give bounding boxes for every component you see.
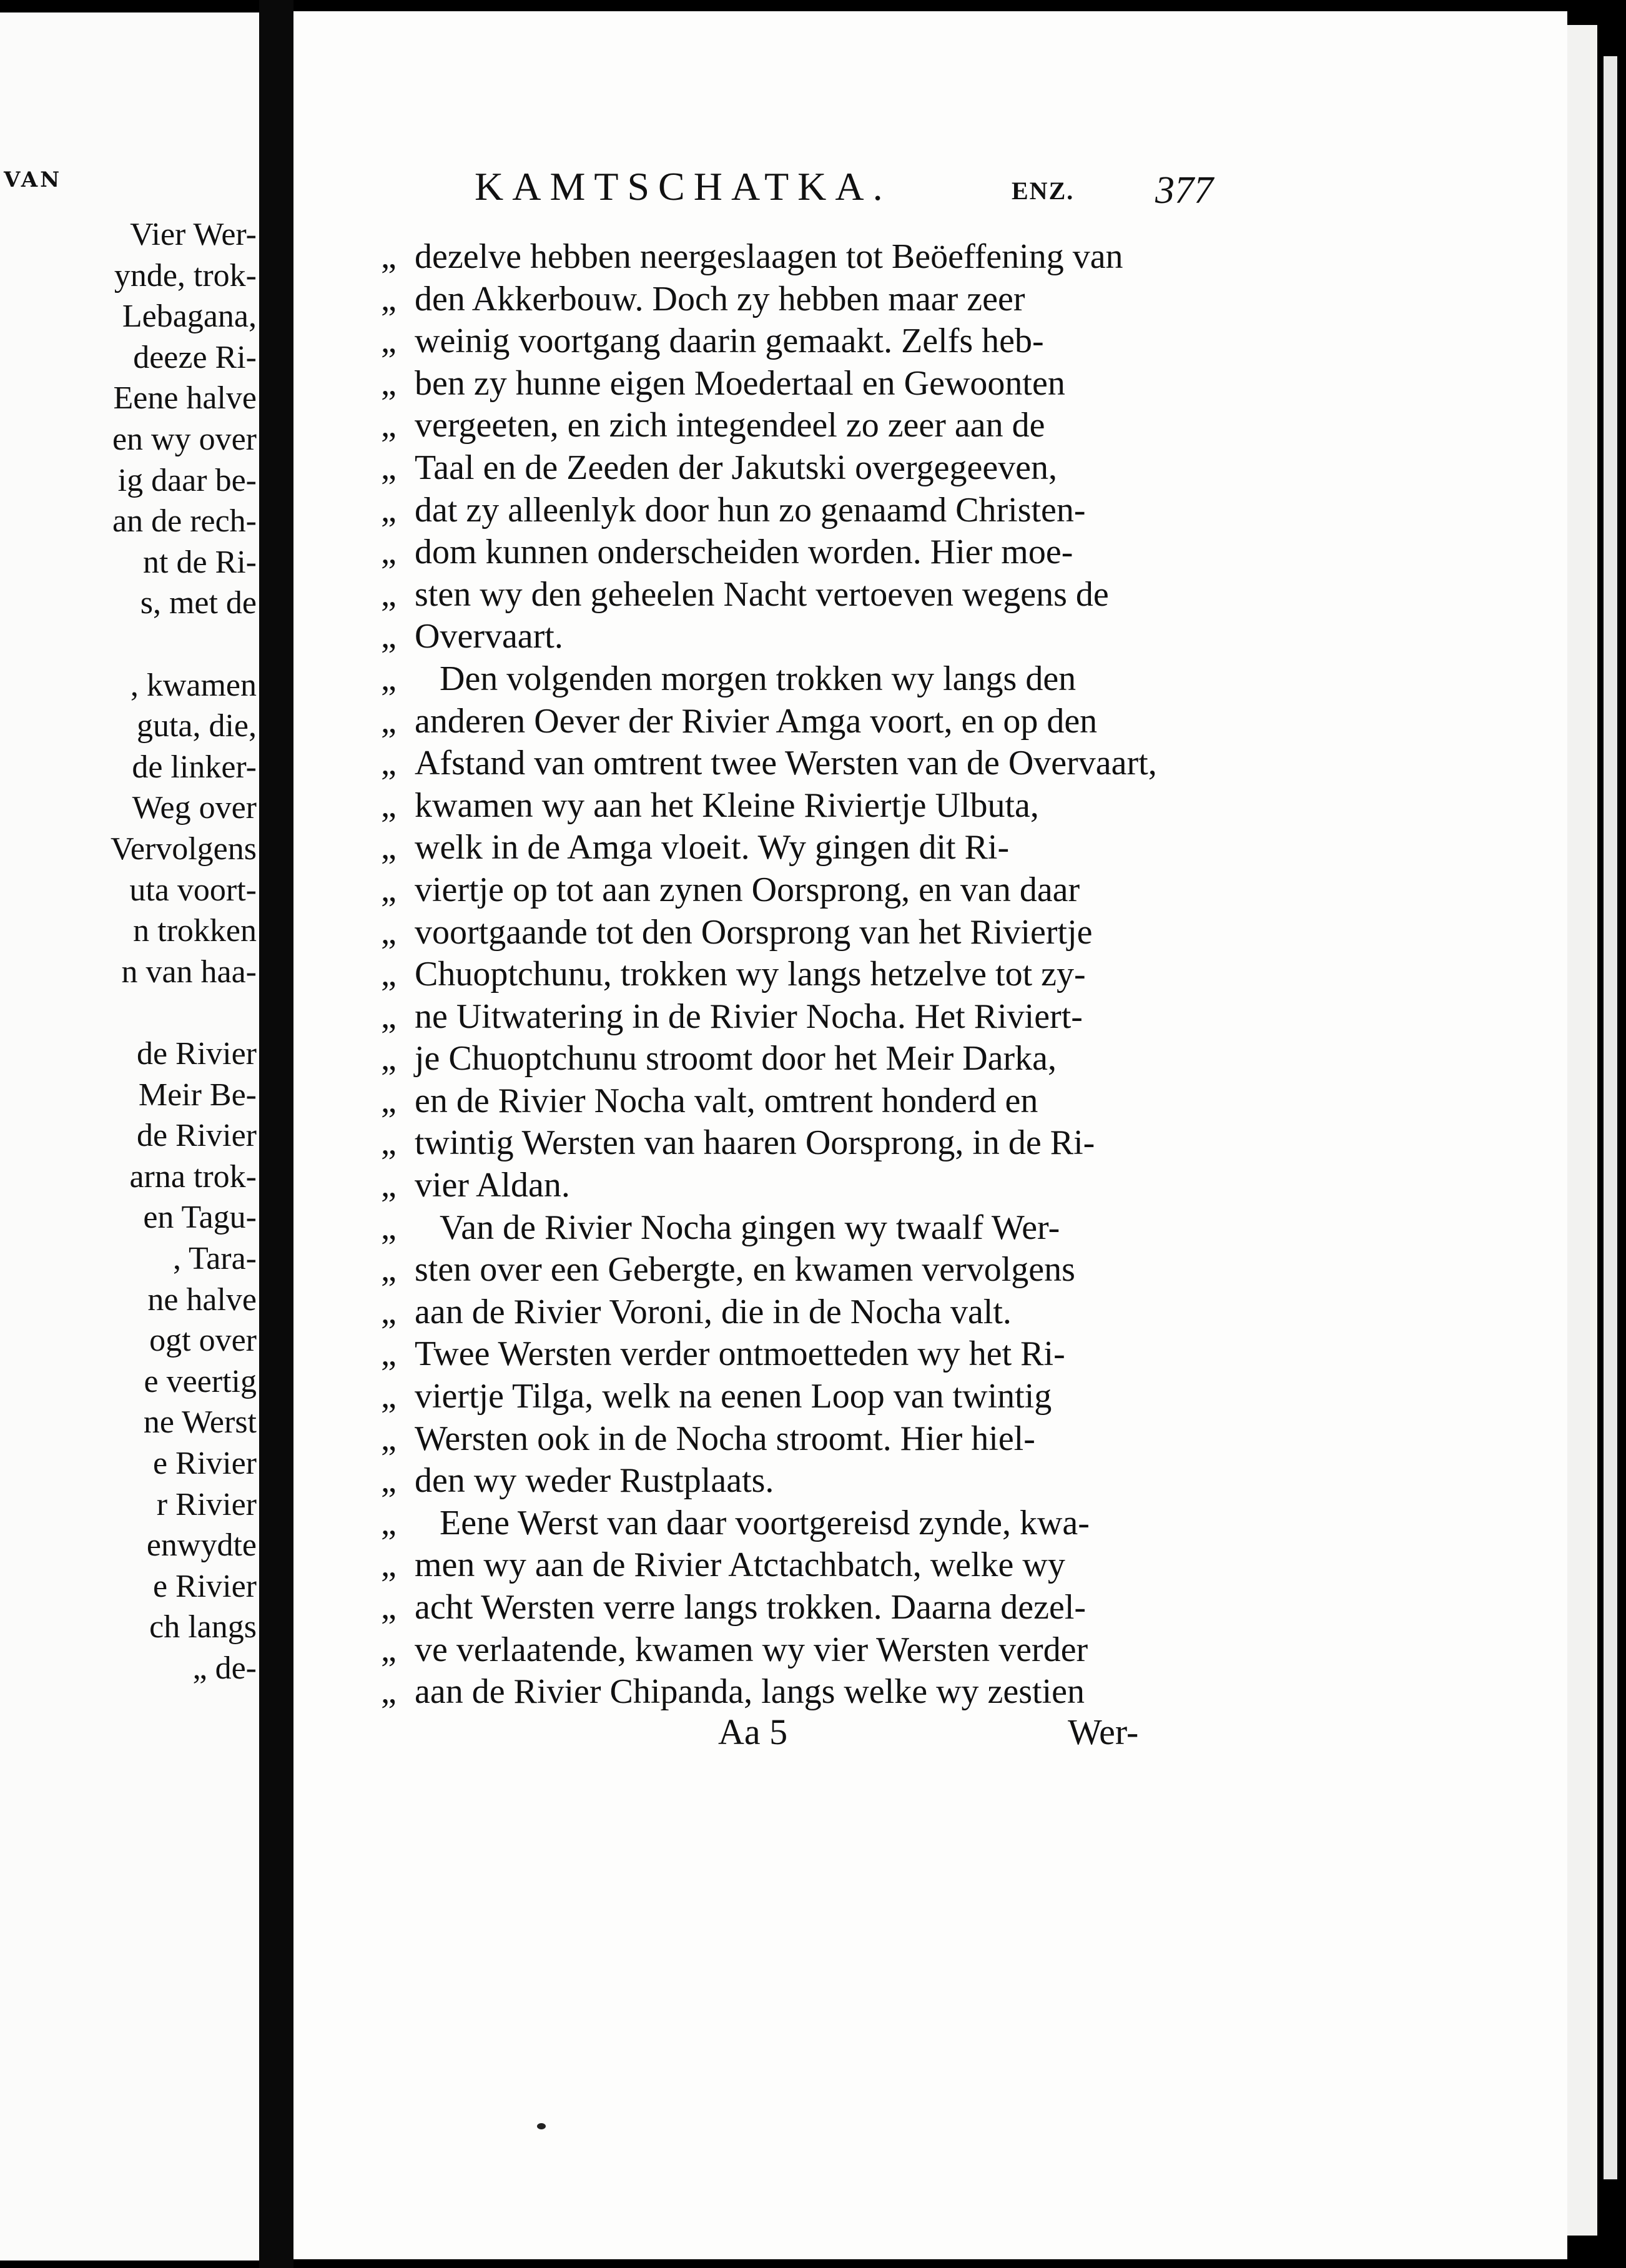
text-line [381, 869, 1218, 912]
left-line: n trokken [133, 913, 257, 949]
left-page [0, 12, 259, 2261]
text-line [381, 320, 1218, 363]
line-text: welk in de Amga vloeit. Wy gingen dit Ri- [415, 828, 1010, 867]
quote-mark: „ [381, 1546, 397, 1585]
quote-mark: „ [381, 870, 397, 909]
left-line: uta voort- [129, 872, 257, 908]
text-line [381, 954, 1218, 996]
text-line [381, 1629, 1218, 1672]
ink-speck [537, 2123, 546, 2129]
quote-mark: „ [381, 786, 397, 825]
left-line: ch langs [149, 1609, 257, 1645]
text-line [381, 616, 1218, 658]
left-line: e Rivier [152, 1446, 257, 1481]
left-line: ogt over [149, 1323, 257, 1359]
left-line: , Tara- [173, 1241, 257, 1276]
quote-mark: „ [381, 1461, 397, 1501]
catchword: Wer- [1068, 1712, 1139, 1752]
text-line [381, 1080, 1218, 1123]
left-line: n van haa- [121, 954, 257, 990]
signature-mark: Aa 5 [718, 1712, 788, 1752]
page-edge-inner [1604, 56, 1617, 2179]
text-line [381, 1207, 1218, 1250]
left-line: ynde, trok- [114, 257, 257, 293]
left-line: ig daar be- [117, 462, 257, 498]
line-text: Afstand van omtrent twee Wersten van de Overvaart, [415, 744, 1157, 783]
quote-mark: „ [381, 701, 397, 741]
text-line [381, 827, 1218, 869]
left-line: ne halve [147, 1281, 257, 1318]
text-line [381, 742, 1218, 785]
left-line: e veertig [144, 1363, 257, 1399]
quote-mark: „ [381, 1039, 397, 1078]
quote-mark: „ [381, 1672, 397, 1712]
text-line [381, 1544, 1218, 1587]
line-text: ben zy hunne eigen Moedertaal en Gewoonten [415, 363, 1065, 403]
quote-mark: „ [381, 490, 397, 530]
line-text: den Akkerbouw. Doch zy hebben maar zeer [415, 279, 1025, 318]
left-line: Vier Wer- [130, 217, 257, 252]
line-text: ve verlaatende, kwamen wy vier Wersten verder [415, 1630, 1088, 1669]
book-gutter [259, 0, 293, 2268]
quote-mark: „ [381, 828, 397, 867]
quote-mark: „ [381, 363, 397, 403]
line-text: den wy weder Rustplaats. [415, 1461, 774, 1501]
left-line: enwydte [146, 1527, 257, 1564]
text-line [381, 574, 1218, 616]
quote-mark: „ [381, 237, 397, 276]
quote-mark: „ [381, 1208, 397, 1247]
line-text: en de Rivier Nocha valt, omtrent honderd en [415, 1081, 1038, 1120]
line-text: Overvaart. [415, 617, 563, 656]
quote-mark: „ [381, 448, 397, 487]
left-line: ne Werst [143, 1404, 257, 1441]
quote-mark: „ [381, 955, 397, 994]
left-line: s, met de [140, 585, 257, 621]
left-line: Eene halve [113, 380, 257, 417]
quote-mark: „ [381, 912, 397, 952]
line-text: dezelve hebben neergeslaagen tot Beöeffening van [415, 237, 1123, 276]
quote-mark: „ [381, 1377, 397, 1416]
running-head: KAMTSCHATKA. [475, 164, 892, 209]
line-text: twintig Wersten van haaren Oorsprong, in de Ri- [415, 1123, 1095, 1163]
line-text: viertje op tot aan zynen Oorsprong, en van daar [415, 870, 1080, 909]
quote-mark: „ [381, 1630, 397, 1669]
line-text: Van de Rivier Nocha gingen wy twaalf Wer- [440, 1208, 1060, 1247]
text-line [381, 1418, 1218, 1461]
text-line [381, 447, 1218, 490]
left-line: arna trok- [129, 1158, 257, 1195]
left-line: guta, die, [136, 708, 257, 744]
line-text: sten over een Gebergte, en kwamen vervolgens [415, 1250, 1075, 1289]
line-text: acht Wersten verre langs trokken. Daarna dezel- [415, 1588, 1086, 1627]
left-line: Meir Be- [138, 1077, 257, 1113]
line-text: je Chuoptchunu stroomt door het Meir Darka, [415, 1039, 1057, 1078]
text-line [381, 1038, 1218, 1080]
quote-mark: „ [381, 1123, 397, 1163]
quote-mark: „ [381, 1503, 397, 1542]
text-line [381, 363, 1218, 405]
text-line [381, 1376, 1218, 1418]
quote-mark: „ [381, 574, 397, 614]
quote-mark: „ [381, 533, 397, 572]
text-line [381, 279, 1218, 321]
left-line: de Rivier [136, 1036, 257, 1072]
quote-mark: „ [381, 1081, 397, 1120]
quote-mark: „ [381, 1166, 397, 1205]
line-text: voortgaande tot den Oorsprong van het Riviertje [415, 912, 1093, 952]
quote-mark: „ [381, 279, 397, 318]
page-footer [718, 1711, 1193, 1761]
line-text: vergeeten, en zich integendeel zo zeer aan de [415, 406, 1045, 445]
text-line [381, 531, 1218, 574]
text-line [381, 1502, 1218, 1545]
left-line: e Rivier [152, 1568, 257, 1604]
body-text [381, 236, 1218, 1713]
left-line: an de rech- [112, 503, 257, 540]
quote-mark: „ [381, 1334, 397, 1374]
line-text: kwamen wy aan het Kleine Riviertje Ulbuta, [415, 786, 1039, 825]
text-line [381, 1249, 1218, 1291]
quote-mark: „ [381, 1292, 397, 1331]
line-text: sten wy den geheelen Nacht vertoeven wegens de [415, 574, 1109, 614]
page-number: 377 [1155, 169, 1213, 212]
quote-mark: „ [381, 1588, 397, 1627]
left-line: nt de Ri- [143, 544, 257, 580]
text-line [381, 236, 1218, 279]
line-text: aan de Rivier Voroni, die in de Nocha valt. [415, 1292, 1012, 1331]
text-line [381, 1333, 1218, 1376]
line-text: men wy aan de Rivier Atctachbatch, welke wy [415, 1546, 1065, 1585]
left-line: en wy over [112, 422, 257, 457]
text-line [381, 1671, 1218, 1713]
quote-mark: „ [381, 322, 397, 361]
text-line [381, 1460, 1218, 1502]
left-line: „ de- [192, 1650, 257, 1686]
left-line: r Rivier [156, 1486, 257, 1522]
running-header [475, 164, 1211, 214]
quote-mark: „ [381, 1419, 397, 1458]
line-text: dom kunnen onderscheiden worden. Hier moe- [415, 533, 1073, 572]
quote-mark: „ [381, 659, 397, 698]
quote-mark: „ [381, 406, 397, 445]
quote-mark: „ [381, 1250, 397, 1289]
left-line: en Tagu- [143, 1200, 257, 1236]
line-text: Eene Werst van daar voortgereisd zynde, kwa- [440, 1503, 1090, 1542]
text-line [381, 912, 1218, 954]
line-text: ne Uitwatering in de Rivier Nocha. Het Riviert- [415, 997, 1083, 1036]
quote-mark: „ [381, 617, 397, 656]
text-line [381, 785, 1218, 827]
running-head-suffix: ENZ. [1012, 177, 1075, 205]
text-line [381, 658, 1218, 701]
left-line: Lebagana, [122, 298, 257, 335]
left-line: Vervolgens [111, 831, 257, 867]
left-line: de Rivier [136, 1118, 257, 1154]
line-text: weinig voortgang daarin gemaakt. Zelfs heb- [415, 322, 1044, 361]
text-line [381, 701, 1218, 743]
line-text: aan de Rivier Chipanda, langs welke wy zestien [415, 1672, 1085, 1712]
text-line [381, 405, 1218, 447]
quote-mark: „ [381, 997, 397, 1036]
line-text: Wersten ook in de Nocha stroomt. Hier hiel- [415, 1419, 1035, 1458]
line-text: vier Aldan. [415, 1166, 570, 1205]
quote-mark: „ [381, 744, 397, 783]
line-text: Twee Wersten verder ontmoetteden wy het Ri- [415, 1334, 1065, 1374]
text-line [381, 1291, 1218, 1334]
line-text: anderen Oever der Rivier Amga voort, en op den [415, 701, 1098, 741]
text-line [381, 1165, 1218, 1207]
line-text: viertje Tilga, welk na eenen Loop van twintig [415, 1377, 1052, 1416]
line-text: dat zy alleenlyk door hun zo genaamd Christen- [415, 490, 1086, 530]
line-text: Den volgenden morgen trokken wy langs den [440, 659, 1077, 698]
left-line: de linker- [132, 749, 257, 785]
left-running-head: VAN [4, 167, 62, 192]
page-edge [1567, 25, 1597, 2236]
text-line [381, 996, 1218, 1038]
line-text: Taal en de Zeeden der Jakutski overgegeeven, [415, 448, 1058, 487]
left-line: Weg over [132, 790, 257, 826]
text-line [381, 1122, 1218, 1165]
left-line: deeze Ri- [133, 339, 257, 375]
left-line: , kwamen [130, 667, 257, 703]
text-line [381, 1587, 1218, 1629]
line-text: Chuoptchunu, trokken wy langs hetzelve tot zy- [415, 955, 1086, 994]
text-line [381, 490, 1218, 532]
